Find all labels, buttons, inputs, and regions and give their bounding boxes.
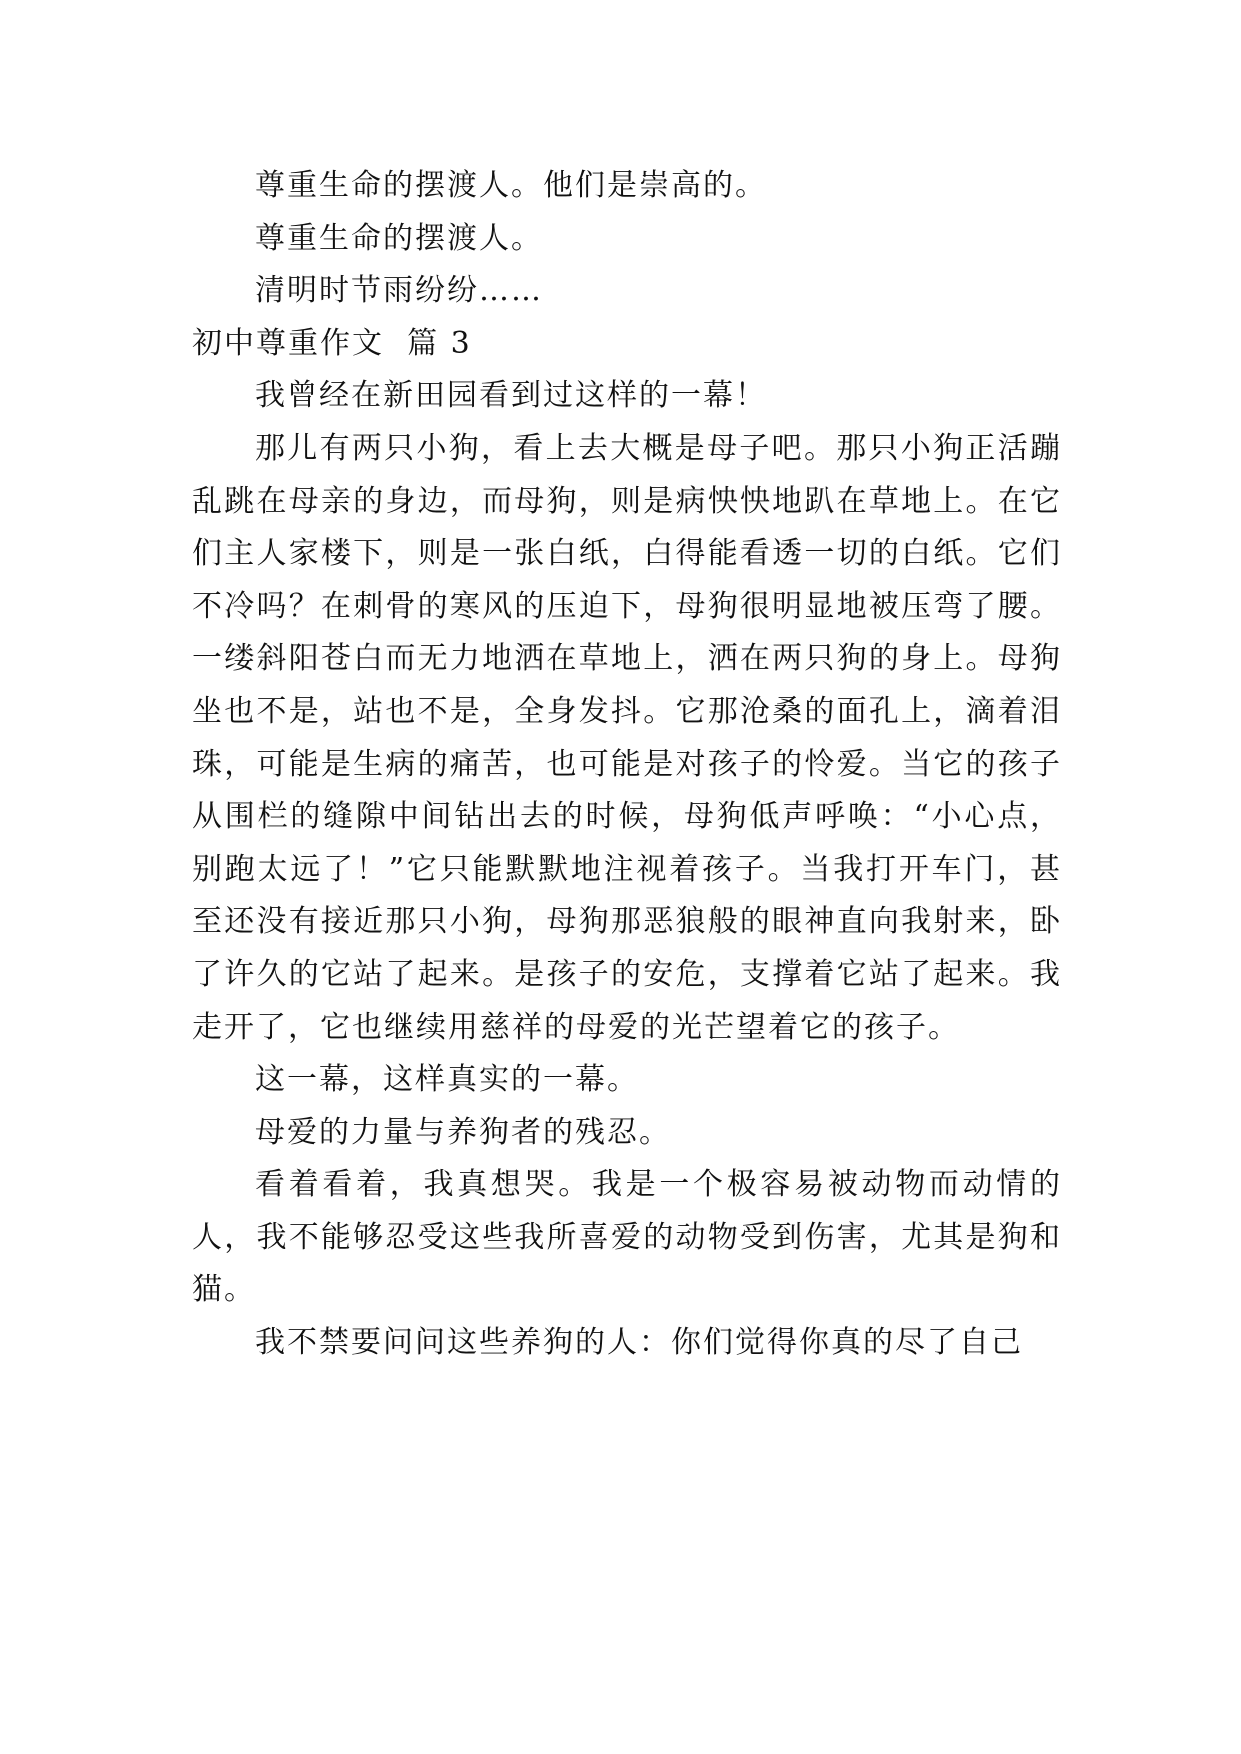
article-body (192, 160, 1062, 1370)
paragraph: 这一幕，这样真实的一幕。 (255, 1062, 639, 1098)
paragraph: 看着看着，我真想哭。我是一个极容易被动物而动情的人，我不能够忍受这些我所喜爱的动物受到伤害，尤其是狗和猫。 (192, 1167, 1062, 1308)
paragraph: 尊重生命的摆渡人。他们是崇高的。 (255, 168, 767, 203)
paragraph: 我不禁要问问这些养狗的人：你们觉得你真的尽了自己 (255, 1325, 1023, 1361)
paragraph: 尊重生命的摆渡人。 (255, 220, 543, 256)
paragraph: 母爱的力量与养狗者的残忍。 (255, 1114, 671, 1150)
paragraph: 清明时节雨纷纷…… (255, 273, 543, 309)
section-heading: 初中尊重作文 篇 3 (192, 325, 472, 361)
paragraph: 那儿有两只小狗，看上去大概是母子吧。那只小狗正活蹦乱跳在母亲的身边，而母狗，则是病怏怏地趴在草地上。在它们主人家楼下，则是一张白纸，白得能看透一切的白纸。它们不冷吗？在刺骨的寒风的压迫下，母狗很明显地被压弯了腰。一缕斜阳苍白而无力地洒在草地上，洒在两只狗的身上。母狗坐也不是，站也不是，全身发抖。它那沧桑的面孔上，滴着泪珠，可能是生病的痛苦，也可能是对孩子的怜爱。当它的孩子从围栏的缝隙中间钻出去的时候，母狗低声呼唤：“小心点，别跑太远了！”它只能默默地注视着孩子。当我打开车门，甚至还没有接近那只小狗，母狗那恶狼般的眼神直向我射来，卧了许久的它站了起来。是孩子的安危，支撑着它站了起来。我走开了，它也继续用慈祥的母爱的光芒望着它的孩子。 (192, 430, 1062, 1045)
paragraph: 我曾经在新田园看到过这样的一幕！ (255, 378, 767, 414)
